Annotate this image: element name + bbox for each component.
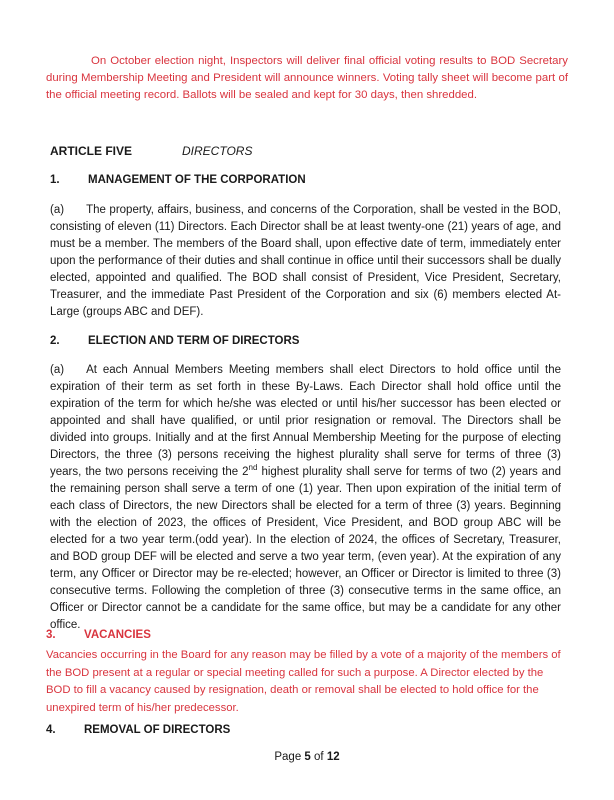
footer-page-word: Page xyxy=(274,751,302,763)
section-2-text-part1: At each Annual Members Meeting members shall elect Directors to hold office until the expiration of their term as set forth in these By-Laws. Each Director shall hold office until the expiration of the term for which he/she was elected or until his/her successor has been elected or appointed and shall have qualified, or until prior resignation or removal. The Directors shall be divided into groups. Initially and at the first Annual Membership Meeting for the purpose of electing Directors, the three (3) persons receiving the highest plurality shall serve for terms of three (3) years, the two persons receiving the 2 xyxy=(50,364,561,478)
section-2-para-label: (a) xyxy=(50,364,65,376)
section-2-heading xyxy=(50,335,299,347)
section-1-para-label: (a) xyxy=(50,204,65,216)
intro-notice: On October election night, Inspectors will deliver final official voting results to BOD Secretary during Membership Meeting and President will announce winners. Voting tally sheet will become part of the official meeting record. Ballots will be sealed and kept for 30 days, then shredded. xyxy=(46,55,568,101)
section-1-title: MANAGEMENT OF THE CORPORATION xyxy=(88,174,306,186)
section-3-title: VACANCIES xyxy=(84,629,151,641)
article-title: DIRECTORS xyxy=(182,144,253,158)
section-1-heading xyxy=(50,174,306,186)
section-4-title: REMOVAL OF DIRECTORS xyxy=(84,724,231,736)
article-heading xyxy=(50,143,252,160)
section-1-text: The property, affairs, business, and concerns of the Corporation, shall be vested in the BOD, consisting of eleven (11) Directors. Each Director shall be at least twenty-one (21) years of age, and must be a member. The members of the Board shall, upon effective date of term, immediately enter upon the performance of their duties and shall continue in office until their successors shall be dually elected, appointed and qualified. The BOD shall consist of President, Vice President, Secretary, Treasurer, and the immediate Past President of the Corporation and six (6) members elected At-Large (groups ABC and DEF). xyxy=(50,204,561,318)
section-2-paragraph xyxy=(50,362,561,634)
section-1-number: 1. xyxy=(50,174,60,186)
section-2-text-part2: highest plurality shall serve for terms of two (2) years and the remaining person shall serve a term of one (1) year. Then upon expiration of the initial term of each class of Directors, the new Directors shall be elected for a term of three (3) years. Beginning with the election of 2023, the offices of President, Vice President, and BOD group ABC will be elected for a two year term.(odd year). In the election of 2024, the offices of Secretary, Treasurer, and BOD group DEF will be elected and serve a two year term, (even year). At the expiration of any term, any Officer or Director may be re-elected; however, an Officer or Director is limited to three (3) consecutive terms. Following the completion of three (3) consecutive terms in the same office, an Officer or Director cannot be a candidate for the same office, but may be a candidate for any other office. xyxy=(50,466,561,631)
section-1-paragraph xyxy=(50,202,561,321)
section-2-title: ELECTION AND TERM OF DIRECTORS xyxy=(88,335,300,347)
section-2-number: 2. xyxy=(50,335,60,347)
article-label: ARTICLE FIVE xyxy=(50,144,133,158)
page-footer xyxy=(0,751,614,763)
section-4-heading xyxy=(46,724,230,736)
section-3-heading xyxy=(46,629,151,641)
footer-page-total: 12 xyxy=(326,751,340,763)
section-4-number: 4. xyxy=(46,724,56,736)
footer-of-word: of xyxy=(314,751,324,763)
section-2-superscript: nd xyxy=(248,463,258,473)
section-3-text: Vacancies occurring in the Board for any reason may be filled by a vote of a majority of the members of the BOD present at a regular or special meeting called for such a purpose. A Director elected by the BOD to fill a vacancy caused by resignation, death or removal shall be elected to hold office for the unexpired term of his/her predecessor. xyxy=(46,649,561,714)
footer-page-current: 5 xyxy=(304,751,311,763)
section-3-number: 3. xyxy=(46,629,56,641)
